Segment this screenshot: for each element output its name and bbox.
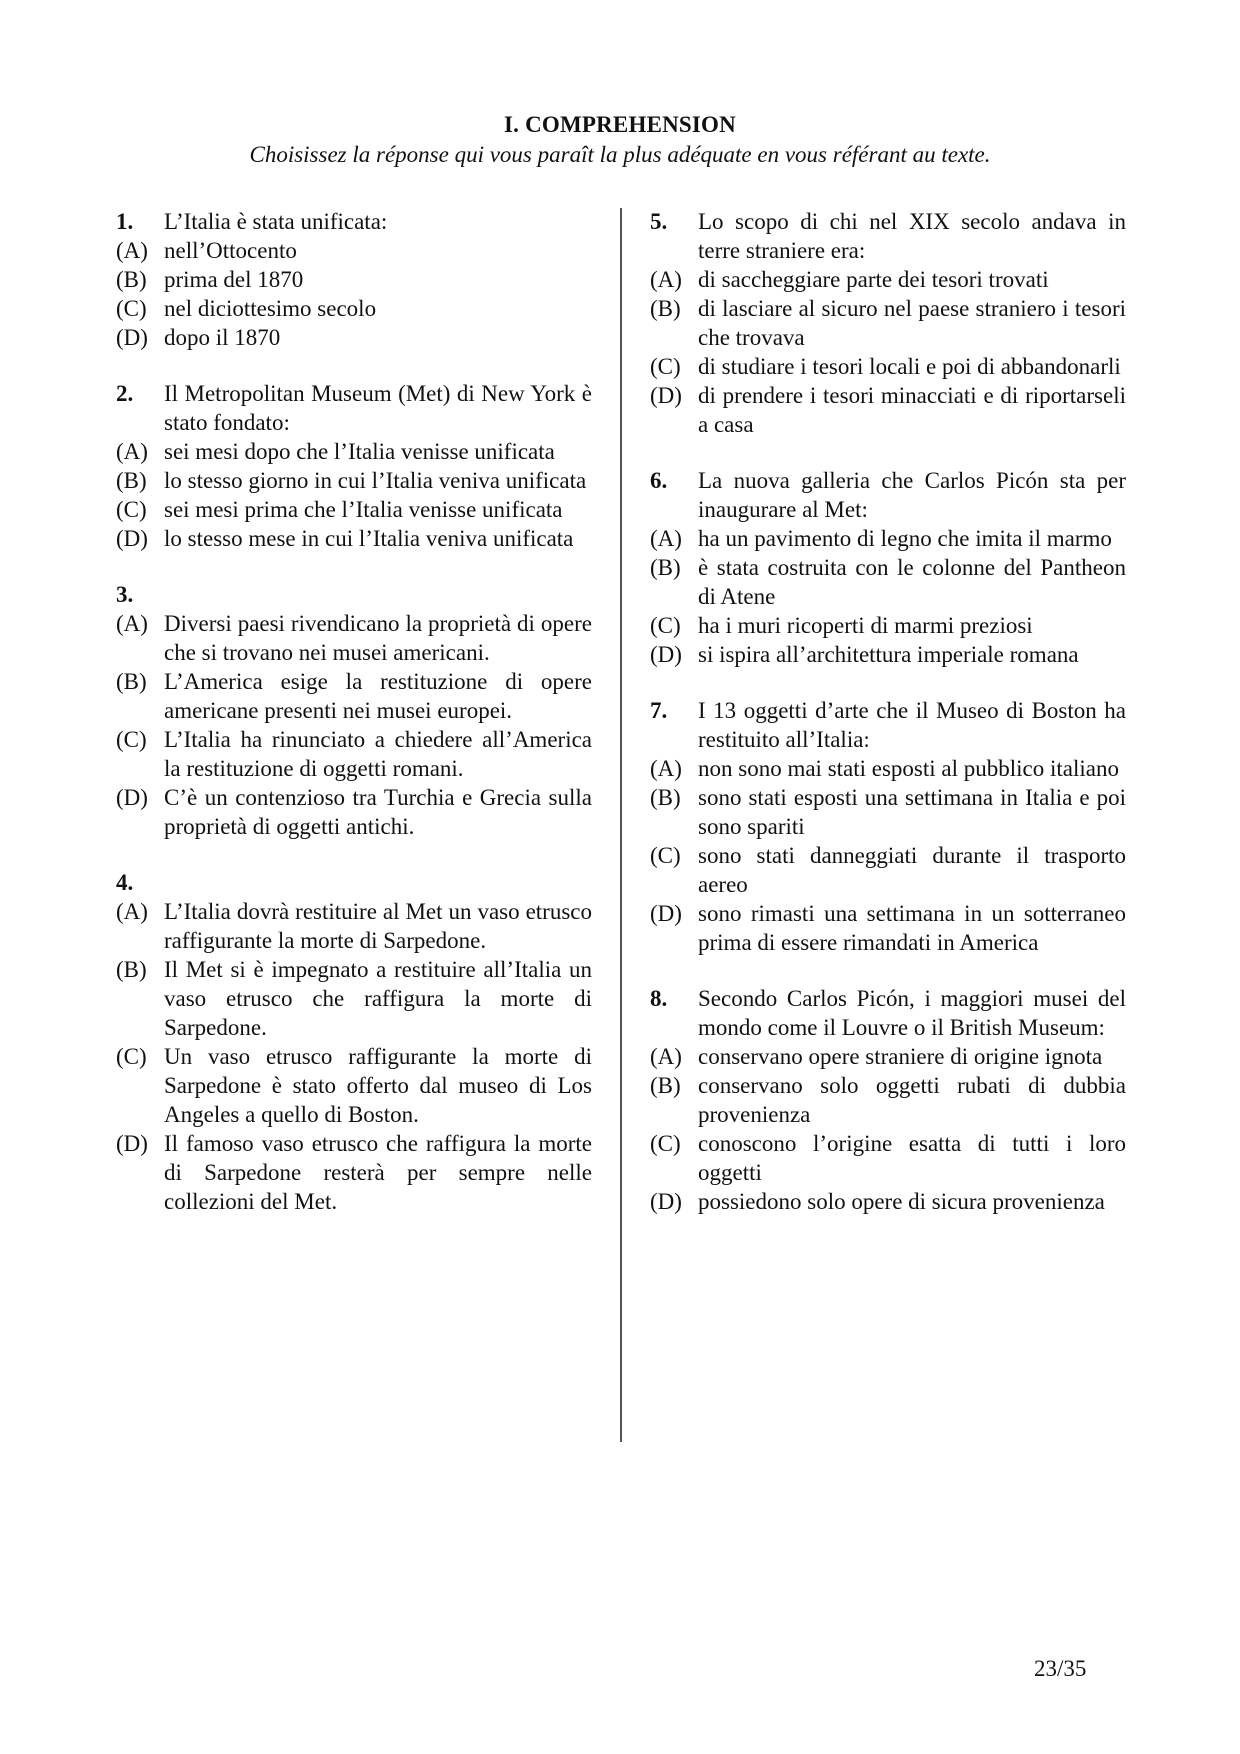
option-text: di prendere i tesori minacciati e di riportarseli a casa: [698, 383, 1126, 437]
section-header: [0, 112, 1240, 168]
question-number: 6.: [650, 468, 668, 493]
question-stem-row: [650, 984, 1126, 1042]
question-stem: L’Italia è stata unificata:: [164, 209, 388, 234]
answer-option: [650, 524, 1126, 553]
option-label: (B): [116, 267, 147, 292]
option-text: sono stati esposti una settimana in Italia e poi sono spariti: [698, 785, 1126, 839]
answer-option: [650, 783, 1126, 841]
question-stem: La nuova galleria che Carlos Picón sta per inaugurare al Met:: [698, 468, 1126, 522]
option-label: (B): [650, 1073, 681, 1098]
answer-option: [116, 524, 592, 553]
question-block: [116, 207, 592, 352]
option-label: (A): [650, 1044, 682, 1069]
question-number: 3.: [116, 582, 134, 607]
answer-option: [116, 294, 592, 323]
option-text: Il Met si è impegnato a restituire all’Italia un vaso etrusco che raffigura la morte di Sarpedone.: [164, 957, 592, 1040]
question-block: [116, 868, 592, 1216]
option-label: (B): [116, 957, 147, 982]
answer-option: [116, 265, 592, 294]
question-stem-row: [116, 379, 592, 437]
answer-option: [650, 754, 1126, 783]
question-stem-row: [116, 580, 592, 609]
option-text: L’America esige la restituzione di opere americane presenti nei musei europei.: [164, 669, 592, 723]
section-instructions: Choisissez la réponse qui vous paraît la plus adéquate en vous référant au texte.: [249, 142, 991, 167]
option-label: (D): [116, 526, 148, 551]
option-text: si ispira all’architettura imperiale romana: [698, 642, 1079, 667]
question-stem-row: [650, 207, 1126, 265]
option-text: dopo il 1870: [164, 325, 281, 350]
option-text: Diversi paesi rivendicano la proprietà di opere che si trovano nei musei americani.: [164, 611, 592, 665]
option-label: (A): [116, 899, 148, 924]
question-block: [650, 696, 1126, 957]
answer-option: [650, 899, 1126, 957]
answer-option: [650, 381, 1126, 439]
option-text: ha i muri ricoperti di marmi preziosi: [698, 613, 1033, 638]
question-block: [650, 984, 1126, 1216]
option-text: conservano opere straniere di origine ignota: [698, 1044, 1103, 1069]
answer-option: [116, 725, 592, 783]
answer-option: [116, 667, 592, 725]
answer-option: [650, 1042, 1126, 1071]
option-text: non sono mai stati esposti al pubblico italiano: [698, 756, 1119, 781]
question-block: [650, 466, 1126, 669]
option-text: Un vaso etrusco raffigurante la morte di Sarpedone è stato offerto dal museo di Los Angeles a quello di Boston.: [164, 1044, 592, 1127]
option-text: possiedono solo opere di sicura provenienza: [698, 1189, 1105, 1214]
answer-option: [116, 437, 592, 466]
option-text: conoscono l’origine esatta di tutti i loro oggetti: [698, 1131, 1126, 1185]
option-text: di saccheggiare parte dei tesori trovati: [698, 267, 1049, 292]
answer-option: [650, 294, 1126, 352]
question-number: 7.: [650, 698, 668, 723]
option-label: (B): [650, 296, 681, 321]
option-text: di lasciare al sicuro nel paese straniero i tesori che trovava: [698, 296, 1126, 350]
answer-option: [116, 609, 592, 667]
option-label: (D): [650, 642, 682, 667]
question-block: [116, 580, 592, 841]
question-number: 5.: [650, 209, 668, 234]
answer-option: [650, 1187, 1126, 1216]
answer-option: [116, 323, 592, 352]
question-stem: I 13 oggetti d’arte che il Museo di Boston ha restituito all’Italia:: [698, 698, 1126, 752]
question-stem-row: [650, 466, 1126, 524]
option-label: (D): [116, 325, 148, 350]
question-number: 1.: [116, 209, 134, 234]
answer-option: [650, 841, 1126, 899]
answer-option: [650, 611, 1126, 640]
answer-option: [116, 1129, 592, 1216]
option-text: è stata costruita con le colonne del Pantheon di Atene: [698, 555, 1126, 609]
option-text: sei mesi dopo che l’Italia venisse unificata: [164, 439, 555, 464]
option-label: (A): [116, 238, 148, 263]
answer-option: [116, 495, 592, 524]
option-text: di studiare i tesori locali e poi di abbandonarli: [698, 354, 1121, 379]
answer-option: [650, 1071, 1126, 1129]
option-text: nell’Ottocento: [164, 238, 297, 263]
question-stem: Il Metropolitan Museum (Met) di New York è stato fondato:: [164, 381, 592, 435]
right-column: [650, 207, 1126, 1243]
section-title: I. COMPREHENSION: [504, 112, 736, 137]
answer-option: [116, 236, 592, 265]
answer-option: [650, 265, 1126, 294]
answer-option: [116, 955, 592, 1042]
option-label: (B): [116, 669, 147, 694]
option-text: sei mesi prima che l’Italia venisse unificata: [164, 497, 563, 522]
option-text: Il famoso vaso etrusco che raffigura la morte di Sarpedone resterà per sempre nelle collezioni del Met.: [164, 1131, 592, 1214]
page-number: 23/35: [1034, 1656, 1087, 1681]
option-label: (C): [650, 613, 681, 638]
option-label: (A): [650, 526, 682, 551]
option-label: (C): [116, 497, 147, 522]
option-text: ha un pavimento di legno che imita il marmo: [698, 526, 1112, 551]
option-label: (A): [116, 611, 148, 636]
question-number: 2.: [116, 381, 134, 406]
option-text: lo stesso mese in cui l’Italia veniva unificata: [164, 526, 574, 551]
answer-option: [116, 783, 592, 841]
question-number: 4.: [116, 870, 134, 895]
answer-option: [650, 640, 1126, 669]
option-text: C’è un contenzioso tra Turchia e Grecia sulla proprietà di oggetti antichi.: [164, 785, 592, 839]
option-text: lo stesso giorno in cui l’Italia veniva unificata: [164, 468, 587, 493]
option-label: (C): [650, 843, 681, 868]
option-label: (C): [116, 296, 147, 321]
option-label: (A): [650, 267, 682, 292]
option-label: (C): [116, 1044, 147, 1069]
option-label: (C): [650, 1131, 681, 1156]
option-label: (D): [650, 383, 682, 408]
option-label: (D): [116, 785, 148, 810]
option-label: (A): [116, 439, 148, 464]
question-stem: Secondo Carlos Picón, i maggiori musei del mondo come il Louvre o il British Museum:: [698, 986, 1126, 1040]
question-block: [116, 379, 592, 553]
left-column: [116, 207, 592, 1243]
option-text: L’Italia dovrà restituire al Met un vaso etrusco raffigurante la morte di Sarpedone.: [164, 899, 592, 953]
option-text: sono stati danneggiati durante il trasporto aereo: [698, 843, 1126, 897]
option-label: (A): [650, 756, 682, 781]
option-label: (C): [650, 354, 681, 379]
question-number: 8.: [650, 986, 668, 1011]
question-stem-row: [116, 207, 592, 236]
answer-option: [116, 897, 592, 955]
option-label: (D): [116, 1131, 148, 1156]
column-divider: [620, 208, 622, 1442]
option-text: L’Italia ha rinunciato a chiedere all’America la restituzione di oggetti romani.: [164, 727, 592, 781]
option-label: (C): [116, 727, 147, 752]
answer-option: [116, 1042, 592, 1129]
answer-option: [116, 466, 592, 495]
option-label: (B): [650, 785, 681, 810]
question-stem: Lo scopo di chi nel XIX secolo andava in terre straniere era:: [698, 209, 1126, 263]
option-label: (B): [650, 555, 681, 580]
option-text: sono rimasti una settimana in un sotterraneo prima di essere rimandati in America: [698, 901, 1126, 955]
question-stem-row: [650, 696, 1126, 754]
option-text: nel diciottesimo secolo: [164, 296, 377, 321]
answer-option: [650, 1129, 1126, 1187]
option-label: (B): [116, 468, 147, 493]
option-text: conservano solo oggetti rubati di dubbia provenienza: [698, 1073, 1126, 1127]
answer-option: [650, 352, 1126, 381]
answer-option: [650, 553, 1126, 611]
option-label: (D): [650, 1189, 682, 1214]
option-label: (D): [650, 901, 682, 926]
question-block: [650, 207, 1126, 439]
option-text: prima del 1870: [164, 267, 304, 292]
question-stem-row: [116, 868, 592, 897]
